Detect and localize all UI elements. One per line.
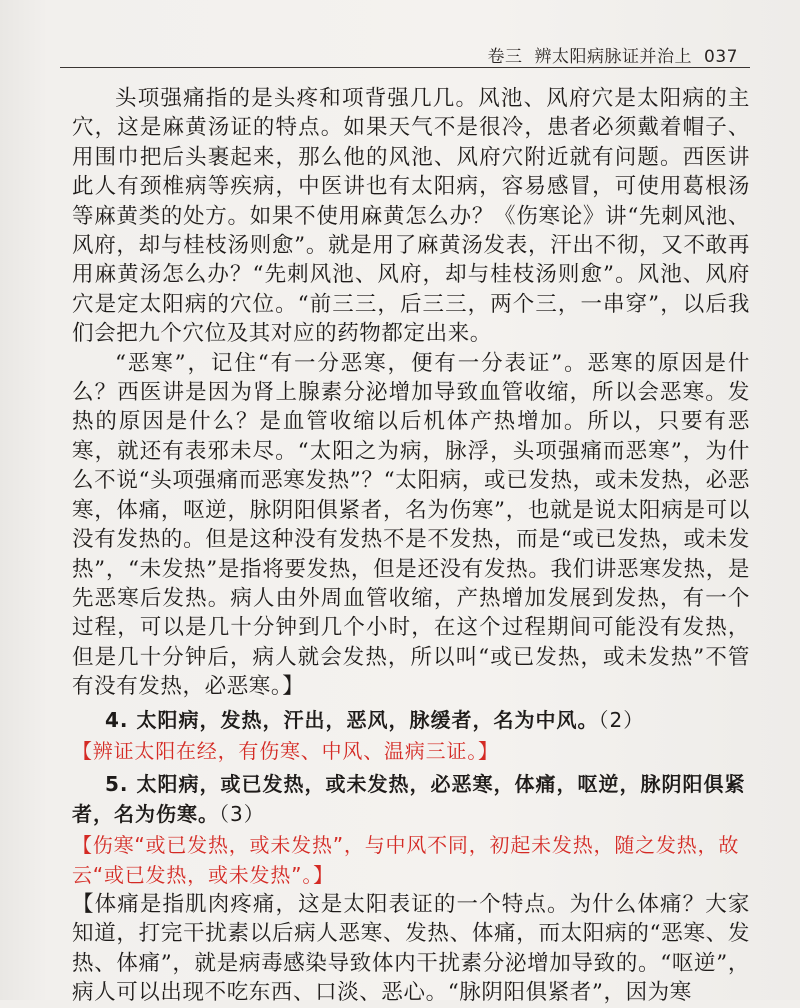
paragraph-commentary-1: 头项强痛指的是头疼和项背强几几。风池、风府穴是太阳病的主穴，这是麻黄汤证的特点。如果天气不是很冷，患者必须戴着帽子、用围巾把后头裹起来，那么他的风池、风府穴附近就有问题。西医讲此人有颈椎病等疾病，中医讲也有太阳病，容易感冒，可使用葛根汤等麻黄类的处方。如果不使用麻黄怎么办？《伤寒论》讲“先刺风池、风府，却与桂枝汤则愈”。就是用了麻黄汤发表，汗出不彻，又不敢再用麻黄汤怎么办？“先刺风池、风府，却与桂枝汤则愈”。风池、风府穴是定太阳病的穴位。“前三三，后三三，两个三，一串穿”，以后我们会把九个穴位及其对应的药物都定出来。 [72, 86, 750, 347]
annotation-red-2: 【伤寒“或已发热，或未发热”，与中风不同，初起未发热，随之发热，故云“或已发热，或未发热”。】 [72, 833, 740, 887]
clause-5-number: （3） [219, 801, 265, 826]
paragraph-commentary-3: 【体痛是指肌肉疼痛，这是太阳表证的一个特点。为什么体痛？大家知道，打完干扰素以后病人恶寒、发热、体痛，而太阳病的“恶寒、发热、体痛”，就是病毒感染导致体内干扰素分泌增加导致的。“呕逆”，病人可以出现不吃东西、口淡、恶心。“脉阴阳俱紧者”，因为寒 [72, 891, 750, 1006]
paragraph-commentary-2: “恶寒”，记住“有一分恶寒，便有一分表证”。恶寒的原因是什么？西医讲是因为肾上腺素分泌增加导致血管收缩，所以会恶寒。发热的原因是什么？是血管收缩以后机体产热增加。所以，只要有恶寒，就还有表邪未尽。“太阳之为病，脉浮，头项强痛而恶寒”，为什么不说“头项强痛而恶寒发热”？“太阳病，或已发热，或未发热，必恶寒，体痛，呕逆，脉阴阳俱紧者，名为伤寒”，也就是说太阳病是可以没有发热的。但是这种没有发热不是不发热，而是“或已发热，或未发热”，“未发热”是指将要发热，但是还没有发热。我们讲恶寒发热，是先恶寒后发热。病人由外周血管收缩，产热增加发展到发热，有一个过程，可以是几十分钟到几个小时，在这个过程期间可能没有发热，但是几十分钟后，病人就会发热，所以叫“或已发热，或未发热”不管有没有发热，必恶寒。】 [72, 350, 750, 700]
page-header [60, 30, 770, 70]
clause-4-number: （2） [598, 707, 645, 732]
running-head [488, 42, 738, 67]
clause-4 [72, 706, 750, 735]
page-body [72, 84, 750, 1008]
clause-5 [72, 770, 750, 829]
page-number: 037 [704, 47, 738, 67]
clause-4-text: 4. 太阳病，发热，汗出，恶风，脉缓者，名为中风。 [105, 707, 599, 732]
chapter-title: 辨太阳病脉证并治上 [534, 47, 693, 67]
volume-label: 卷三 [487, 47, 523, 67]
clause-5-text: 5. 太阳病，或已发热，或未发热，必恶寒，体痛，呕逆，脉阴阳俱紧者，名为伤寒。 [72, 772, 746, 826]
header-rule [60, 67, 750, 68]
annotation-red-1: 【辨证太阳在经，有伤寒、中风、温病三证。】 [72, 738, 499, 763]
